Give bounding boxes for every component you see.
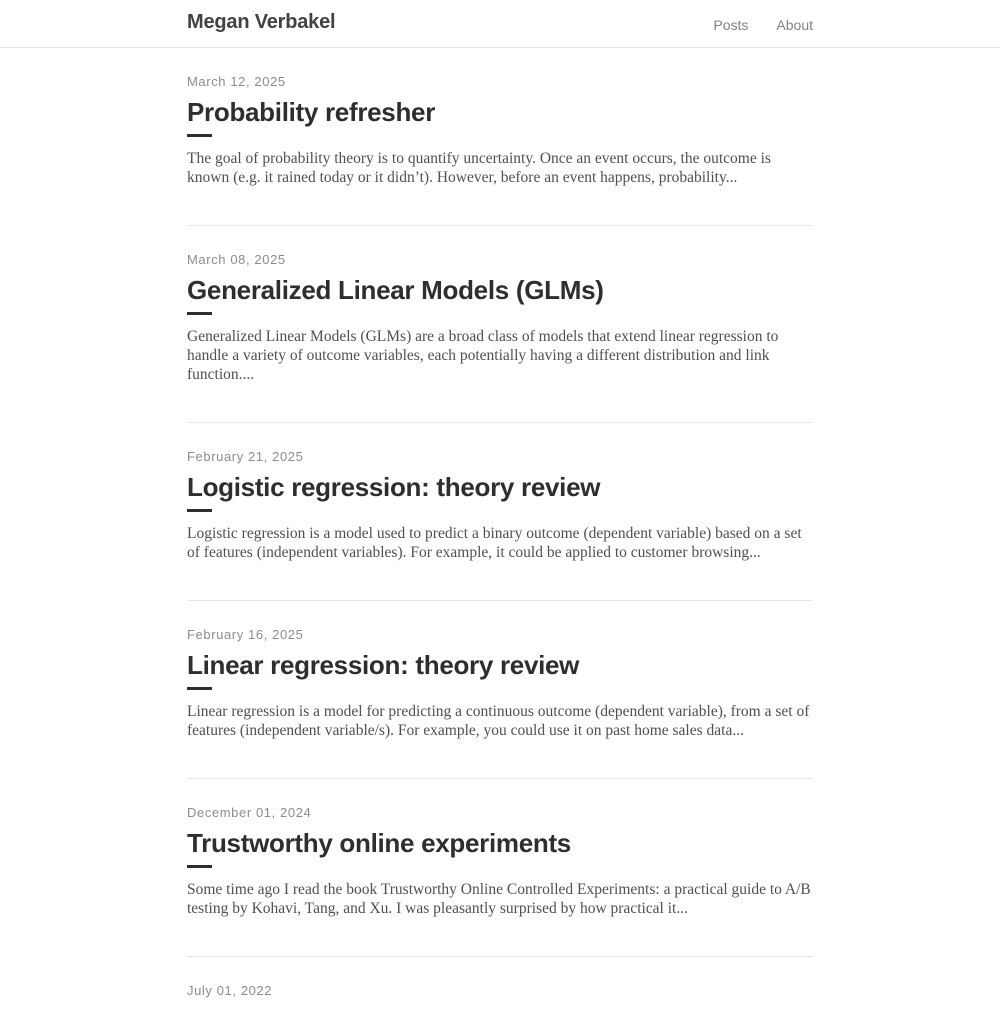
post-date: July 01, 2022 — [187, 983, 273, 998]
post-excerpt: The goal of probability theory is to quantify uncertainty. Once an event occurs, the outcome is known (e.g. it rained today or it didn’t). However, before an event happens, probability... — [187, 150, 771, 186]
post-excerpt: Logistic regression is a model used to predict a binary outcome (dependent variable) based on a set of features (independent variables). For example, it could be applied to customer browsing... — [187, 525, 802, 561]
title-underline — [187, 509, 212, 512]
post-excerpt: Generalized Linear Models (GLMs) are a broad class of models that extend linear regression to handle a variety of outcome variables, each potentially having a different distribution and link function.... — [187, 328, 779, 383]
post-excerpt: Some time ago I read the book Trustworthy Online Controlled Experiments: a practical guide to A/B testing by Kohavi, Tang, and Xu. I was pleasantly surprised by how practical it... — [187, 881, 811, 917]
site-title-link[interactable]: Megan Verbakel — [187, 11, 336, 33]
title-underline — [187, 865, 212, 868]
post-date: December 01, 2024 — [187, 805, 312, 820]
post-title-link[interactable]: Logistic regression: theory review — [187, 472, 601, 502]
title-underline — [187, 312, 212, 315]
nav-link-posts[interactable]: Posts — [713, 17, 749, 33]
post-title-link[interactable]: Generalized Linear Models (GLMs) — [187, 275, 604, 305]
title-underline — [187, 134, 212, 137]
post-date: February 16, 2025 — [187, 627, 304, 642]
post-item — [187, 423, 813, 601]
post-title-link[interactable]: Trustworthy online experiments — [187, 828, 571, 858]
post-title-link[interactable]: Linear regression: theory review — [187, 650, 580, 680]
site-header — [0, 0, 1000, 48]
nav-link-about[interactable]: About — [776, 17, 813, 33]
post-item — [187, 957, 813, 1036]
post-date: February 21, 2025 — [187, 449, 304, 464]
post-title-link[interactable]: Probability refresher — [187, 97, 436, 127]
title-underline — [187, 687, 212, 690]
post-item — [187, 779, 813, 957]
post-item — [187, 48, 813, 226]
post-item — [187, 226, 813, 423]
post-item — [187, 601, 813, 779]
site-nav — [713, 17, 813, 33]
post-excerpt: Linear regression is a model for predicting a continuous outcome (dependent variable), from a set of features (independent variable/s). For example, you could use it on past home sales data... — [187, 703, 810, 739]
post-date: March 12, 2025 — [187, 74, 286, 89]
post-list — [187, 48, 813, 1036]
post-date: March 08, 2025 — [187, 252, 286, 267]
